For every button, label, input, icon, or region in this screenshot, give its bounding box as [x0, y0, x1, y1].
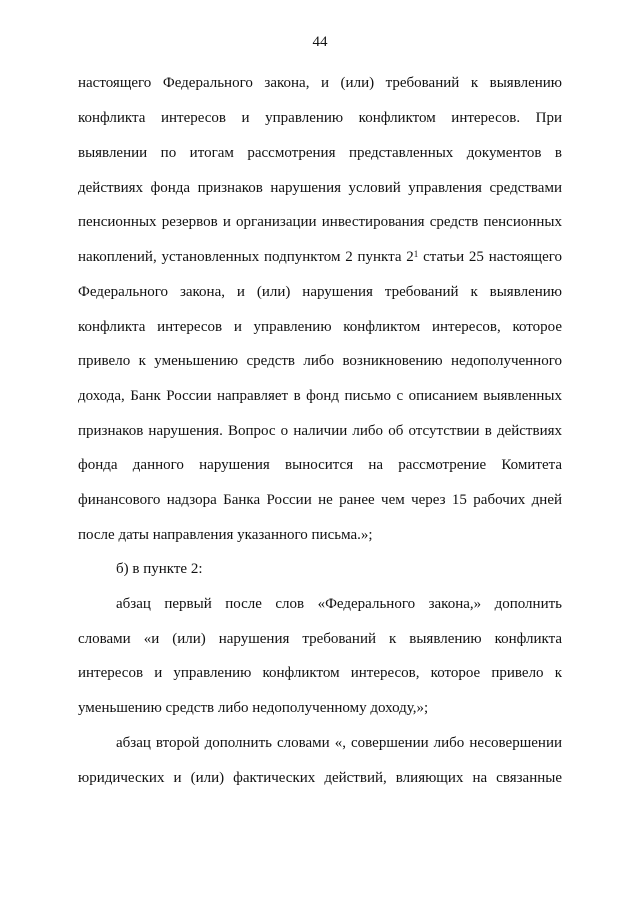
- text-line: фонда данного нарушения выносится на рассмотрение Комитета: [78, 457, 562, 473]
- text-line: пенсионных резервов и организации инвестирования средств пенсионных: [78, 214, 562, 230]
- text-line-with-superscript: [78, 248, 562, 266]
- text-line: привело к уменьшению средств либо возникновению недополученного: [78, 353, 562, 369]
- text-segment: статьи 25 настоящего: [418, 249, 563, 265]
- text-line: уменьшению средств либо недополученному доходу,»;: [78, 700, 429, 716]
- text-line: финансового надзора Банка России не ранее чем через 15 рабочих дней: [78, 492, 562, 508]
- text-line: Федерального закона, и (или) нарушения требований к выявлению: [78, 284, 562, 300]
- text-line: настоящего Федерального закона, и (или) требований к выявлению: [78, 75, 562, 91]
- text-line: интересов и управлению конфликтом интересов, которое привело к: [78, 665, 562, 681]
- text-line: дохода, Банк России направляет в фонд письмо с описанием выявленных: [78, 388, 562, 404]
- text-line: абзац первый после слов «Федерального закона,» дополнить: [116, 596, 562, 612]
- text-line: юридических и (или) фактических действий, влияющих на связанные: [78, 770, 562, 786]
- text-line: выявлении по итогам рассмотрения представленных документов в: [78, 145, 562, 161]
- text-line: конфликта интересов и управлению конфликтом интересов, которое: [78, 319, 562, 335]
- text-segment: накоплений, установленных подпунктом 2 пункта 2: [78, 249, 414, 265]
- text-line: б) в пункте 2:: [116, 561, 203, 577]
- text-line: абзац второй дополнить словами «, совершении либо несовершении: [116, 735, 562, 751]
- text-line: словами «и (или) нарушения требований к выявлению конфликта: [78, 631, 562, 647]
- page-number: 44: [312, 34, 328, 50]
- text-line: после даты направления указанного письма.»;: [78, 527, 373, 543]
- superscript: 1: [413, 249, 419, 259]
- text-line: конфликта интересов и управлению конфликтом интересов. При: [78, 110, 562, 126]
- text-line: признаков нарушения. Вопрос о наличии либо об отсутствии в действиях: [78, 423, 562, 439]
- text-line: действиях фонда признаков нарушения условий управления средствами: [78, 180, 562, 196]
